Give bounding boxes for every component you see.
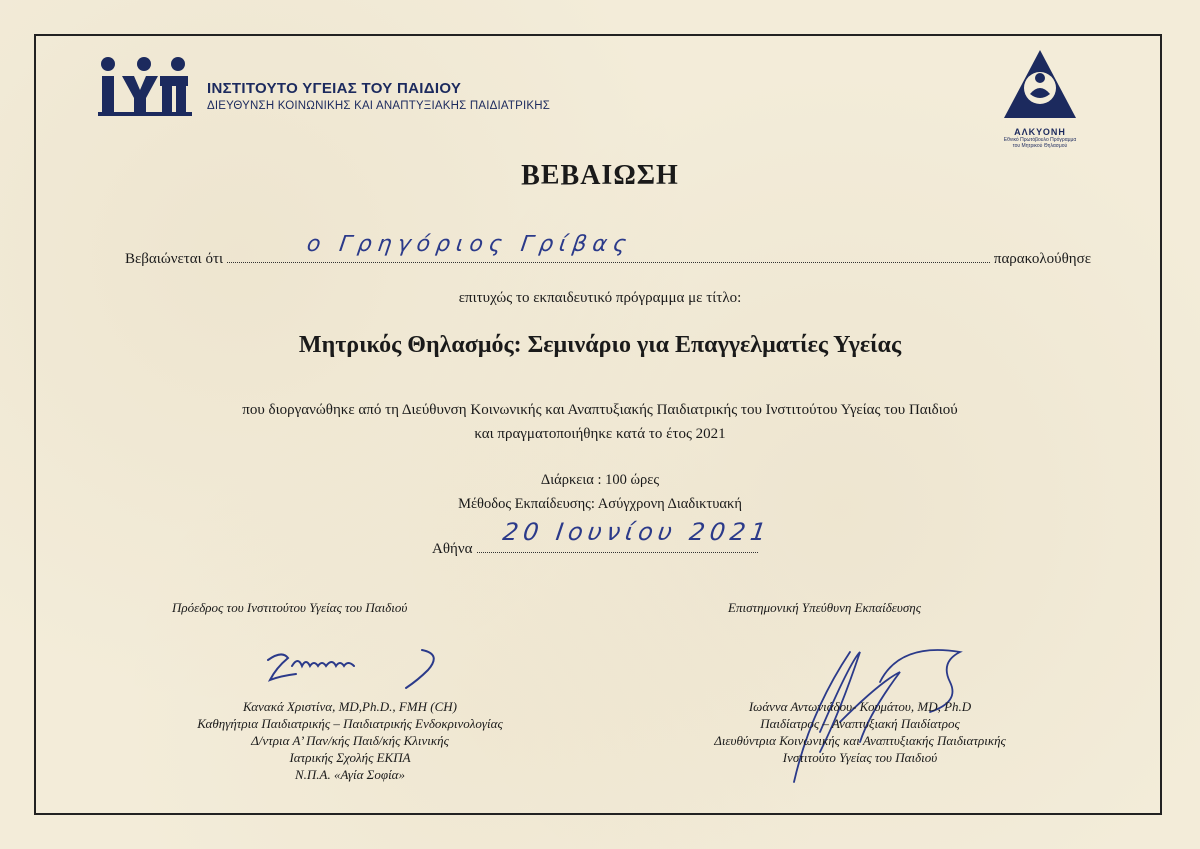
right-signatory-block: [640, 698, 1080, 766]
organized-line-1: που διοργανώθηκε από τη Διεύθυνση Κοινωνικής και Αναπτυξιακής Παιδιατρικής του Ινστιτούτου Υγείας του Παιδιού: [242, 402, 958, 418]
right-signatory-name: Ιωάννα Αντωνιάδου- Κουμάτου, MD, Ph.D: [748, 699, 972, 714]
right-signatory-line-3: Ινστιτούτο Υγείας του Παιδιού: [782, 750, 938, 765]
certificate-title: ΒΕΒΑΙΩΣΗ: [521, 160, 679, 191]
left-signatory-line-2: Δ/ντρια Α’ Παν/κής Παιδ/κής Κλινικής: [251, 733, 449, 748]
alkyoni-subtitle-2: του Μητρικού Θηλασμού: [1012, 143, 1068, 149]
recipient-line: [125, 232, 1091, 268]
certify-prefix: Βεβαιώνεται ότι: [125, 251, 224, 267]
duration: Διάρκεια : 100 ώρες: [540, 472, 660, 488]
alkyoni-triangle-icon: [1002, 48, 1078, 120]
course-title: Μητρικός Θηλασμός: Σεμινάριο για Επαγγελματίες Υγείας: [298, 332, 902, 358]
institute-name: ΙΝΣΤΙΤΟΥΤΟ ΥΓΕΙΑΣ ΤΟΥ ΠΑΙΔΙΟΥ: [207, 80, 462, 97]
institute-logo-icon: [96, 56, 192, 120]
date-dotted-line: [477, 518, 773, 553]
alkyoni-subtitle-1: Εθνικό Πρωτόβουλο Πρόγραμμα: [1003, 137, 1077, 143]
right-signatory-role: Επιστημονική Υπεύθυνη Εκπαίδευσης: [728, 600, 921, 615]
left-signatory-block: [140, 698, 560, 783]
training-method: Μέθοδος Εκπαίδευσης: Ασύγχρονη Διαδικτυακή: [458, 496, 742, 512]
department-name: ΔΙΕΥΘΥΝΣΗ ΚΟΙΝΩΝΙΚΗΣ ΚΑΙ ΑΝΑΠΤΥΞΙΑΚΗΣ ΠΑΙΔΙΑΤΡΙΚΗΣ: [207, 100, 551, 112]
right-signatory-line-2: Διευθύντρια Κοινωνικής και Αναπτυξιακής Παιδιατρικής: [714, 733, 1006, 748]
place: Αθήνα: [432, 541, 473, 557]
left-signatory-line-4: Ν.Π.Α. «Αγία Σοφία»: [294, 767, 406, 782]
alkyoni-logo: [1000, 48, 1080, 148]
success-line: επιτυχώς το εκπαιδευτικό πρόγραμμα με τίτλο:: [458, 290, 742, 306]
alkyoni-title: ΑΛΚΥΟΝΗ: [1014, 127, 1066, 137]
institute-heading: [207, 80, 550, 112]
left-signatory-line-1: Καθηγήτρια Παιδιατρικής – Παιδιατρικής Ενδοκρινολογίας: [197, 716, 503, 731]
left-signatory-line-3: Ιατρικής Σχολής ΕΚΠΑ: [289, 750, 411, 765]
date-line: [432, 518, 773, 558]
right-signatory-line-1: Παιδίατρος – Αναπτυξιακή Παιδίατρος: [760, 716, 960, 731]
certify-suffix: παρακολούθησε: [993, 251, 1091, 267]
left-signatory-name: Κανακά Χριστίνα, MD,Ph.D., FMH (CH): [242, 699, 457, 714]
recipient-dotted-line: [227, 232, 990, 263]
left-signature-icon: [262, 640, 462, 690]
date-handwritten: 20 Ιουνίου 2021: [500, 518, 773, 546]
organized-line-2: και πραγματοποιήθηκε κατά το έτος 2021: [474, 426, 726, 442]
left-signatory-role: Πρόεδρος του Ινστιτούτου Υγείας του Παιδιού: [172, 600, 408, 615]
recipient-name-handwritten: ο Γρηγόριος Γρίβας: [305, 232, 634, 257]
